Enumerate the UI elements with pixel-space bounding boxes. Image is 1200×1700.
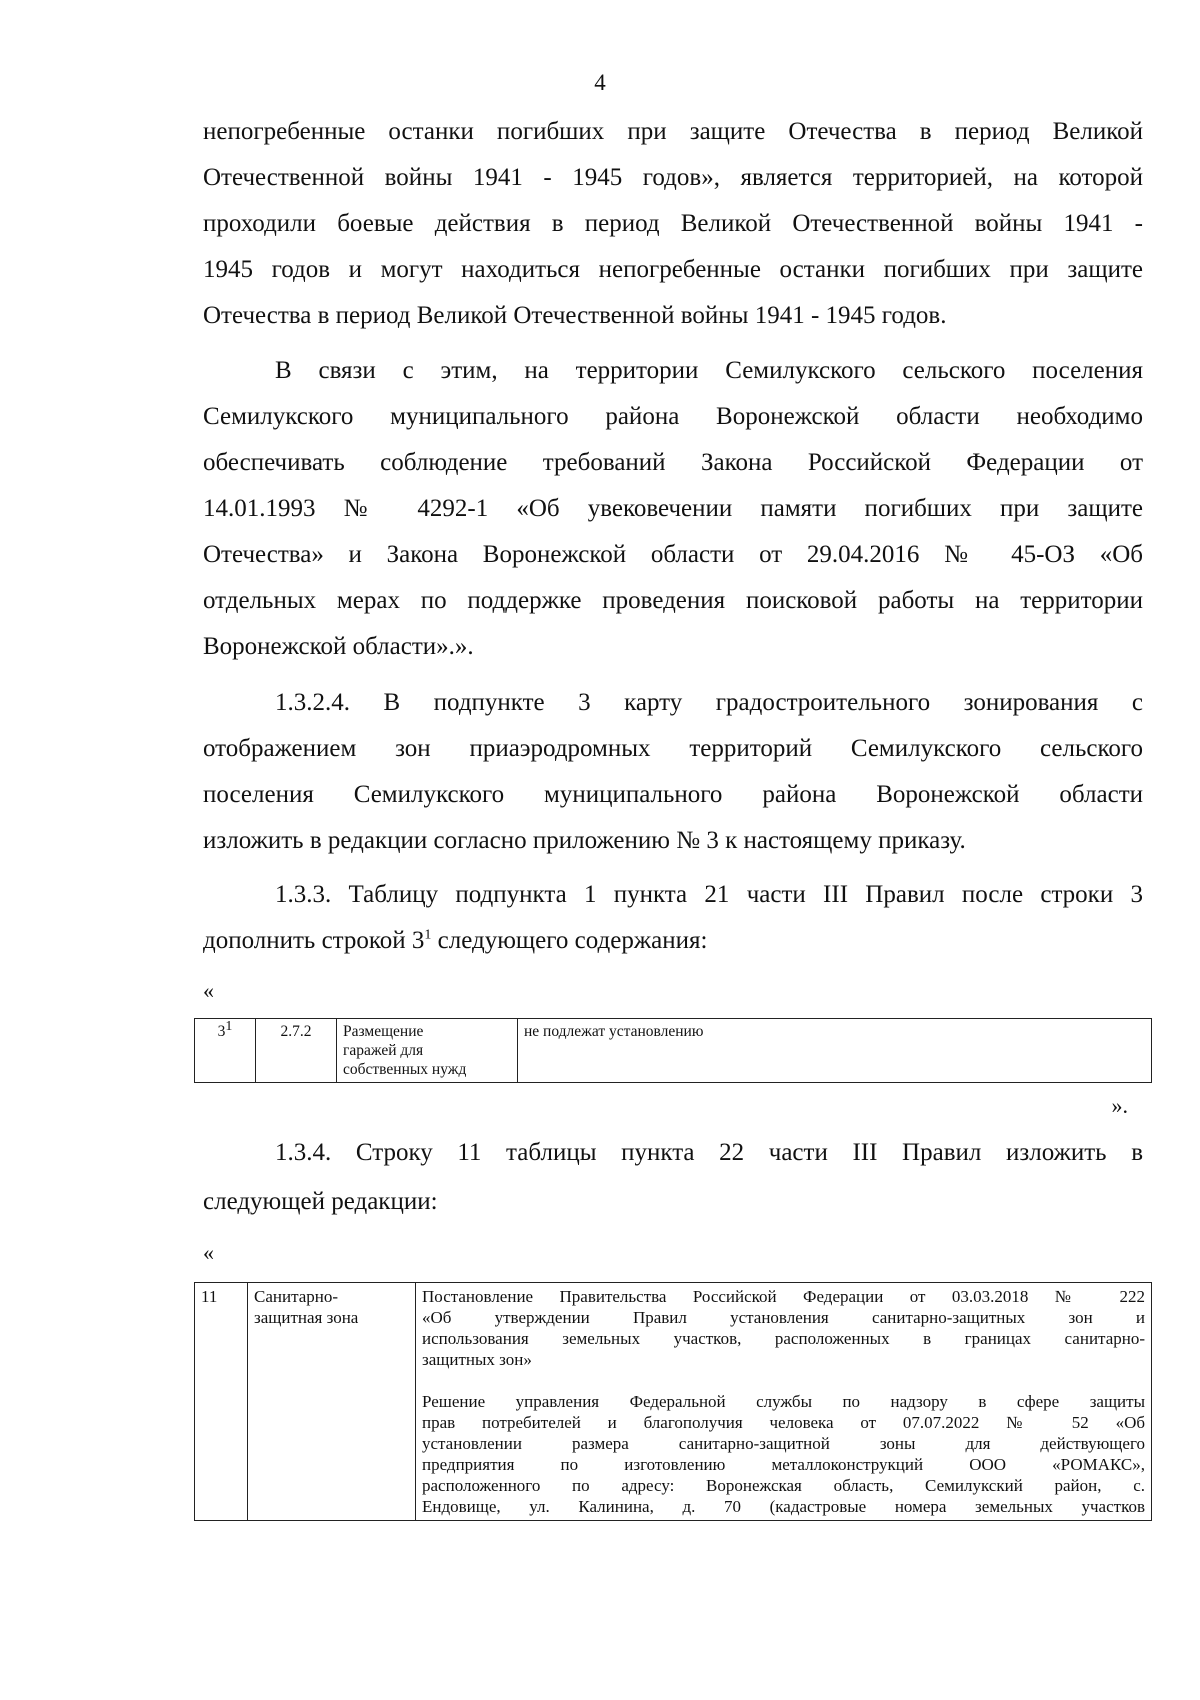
text-line: 14.01.1993 № 4292-1 «Об увековечении памяти погибших при защите [203, 495, 1143, 522]
text-line: Отечества» и Закона Воронежской области от 29.04.2016 № 45-ОЗ «Об [203, 541, 1143, 568]
text-line: В связи с этим, на территории Семилукского сельского поселения [275, 357, 1143, 384]
value-cell: не подлежат установлению [518, 1019, 1152, 1083]
text-fragment: следующего содержания: [431, 927, 708, 954]
cell-line: собственных нужд [343, 1061, 467, 1078]
table-row [195, 1019, 1152, 1083]
text-line: обеспечивать соблюдение требований Закона Российской Федерации от [203, 449, 1143, 476]
cell-line: Санитарно- [254, 1287, 339, 1306]
text-line: 1.3.4. Строку 11 таблицы пункта 22 части III Правил изложить в [275, 1139, 1143, 1166]
page-number: 4 [594, 70, 606, 95]
text-line: 1.3.3. Таблицу подпункта 1 пункта 21 части III Правил после строки 3 [275, 881, 1143, 908]
row-number-cell [195, 1019, 256, 1083]
row-number-cell: 11 [195, 1283, 248, 1521]
superscript: 1 [225, 1018, 233, 1034]
table-row [195, 1283, 1152, 1521]
cell-line: прав потребителей и благополучия человека от 07.07.2022 № 52 «Об [422, 1413, 1145, 1432]
opening-quote: « [203, 978, 214, 1003]
opening-quote: « [203, 1240, 214, 1265]
text-fragment: дополнить строкой 3 [203, 927, 425, 954]
superscript: 1 [424, 927, 432, 943]
table-row-3-1 [194, 1018, 1152, 1083]
cell-line: защитная зона [254, 1308, 359, 1327]
text-line: непогребенные останки погибших при защите Отечества в период Великой [203, 118, 1143, 145]
cell-line: предприятия по изготовлению металлоконструкций ООО «РОМАКС», [422, 1455, 1145, 1474]
text-line: Отечественной войны 1941 - 1945 годов», является территорией, на которой [203, 164, 1143, 191]
text-line: Воронежской области».». [203, 633, 474, 660]
cell-line: использования земельных участков, расположенных в границах санитарно- [422, 1329, 1145, 1348]
text-line: отображением зон приаэродромных территорий Семилукского сельского [203, 735, 1143, 762]
text-line: следующей редакции: [203, 1188, 438, 1215]
text-line: изложить в редакции согласно приложению № 3 к настоящему приказу. [203, 827, 966, 854]
text-line: 1945 годов и могут находиться непогребенные останки погибших при защите [203, 256, 1143, 283]
closing-quote: ». [1111, 1093, 1128, 1118]
text-line: Отечества в период Великой Отечественной войны 1941 - 1945 годов. [203, 302, 947, 329]
cell-line: Постановление Правительства Российской Федерации от 03.03.2018 № 222 [422, 1287, 1145, 1306]
content-cell [416, 1283, 1152, 1521]
row-number: 3 [217, 1023, 226, 1040]
cell-line: установлении размера санитарно-защитной зоны для действующего [422, 1434, 1145, 1453]
table-row-11 [194, 1282, 1152, 1521]
spacer [422, 1370, 1145, 1391]
text-line: поселения Семилукского муниципального района Воронежской области [203, 781, 1143, 808]
cell-line: Размещение [343, 1023, 424, 1040]
cell-line: защитных зон» [422, 1350, 532, 1369]
cell-line: расположенного по адресу: Воронежская область, Семилукский район, с. [422, 1476, 1145, 1495]
name-cell [337, 1019, 518, 1083]
text-line: 1.3.2.4. В подпункте 3 карту градостроительного зонирования с [275, 689, 1143, 716]
cell-line: Ендовище, ул. Калинина, д. 70 (кадастровые номера земельных участков [422, 1497, 1145, 1516]
code-cell: 2.7.2 [256, 1019, 337, 1083]
cell-line: гаражей для [343, 1042, 424, 1059]
text-line: проходили боевые действия в период Великой Отечественной войны 1941 - [203, 210, 1143, 237]
text-line [203, 926, 1143, 956]
name-cell [248, 1283, 416, 1521]
text-line: отдельных мерах по поддержке проведения поисковой работы на территории [203, 587, 1143, 614]
text-line: Семилукского муниципального района Воронежской области необходимо [203, 403, 1143, 430]
cell-line: Решение управления Федеральной службы по надзору в сфере защиты [422, 1392, 1145, 1411]
cell-line: «Об утверждении Правил установления санитарно-защитных зон и [422, 1308, 1145, 1327]
